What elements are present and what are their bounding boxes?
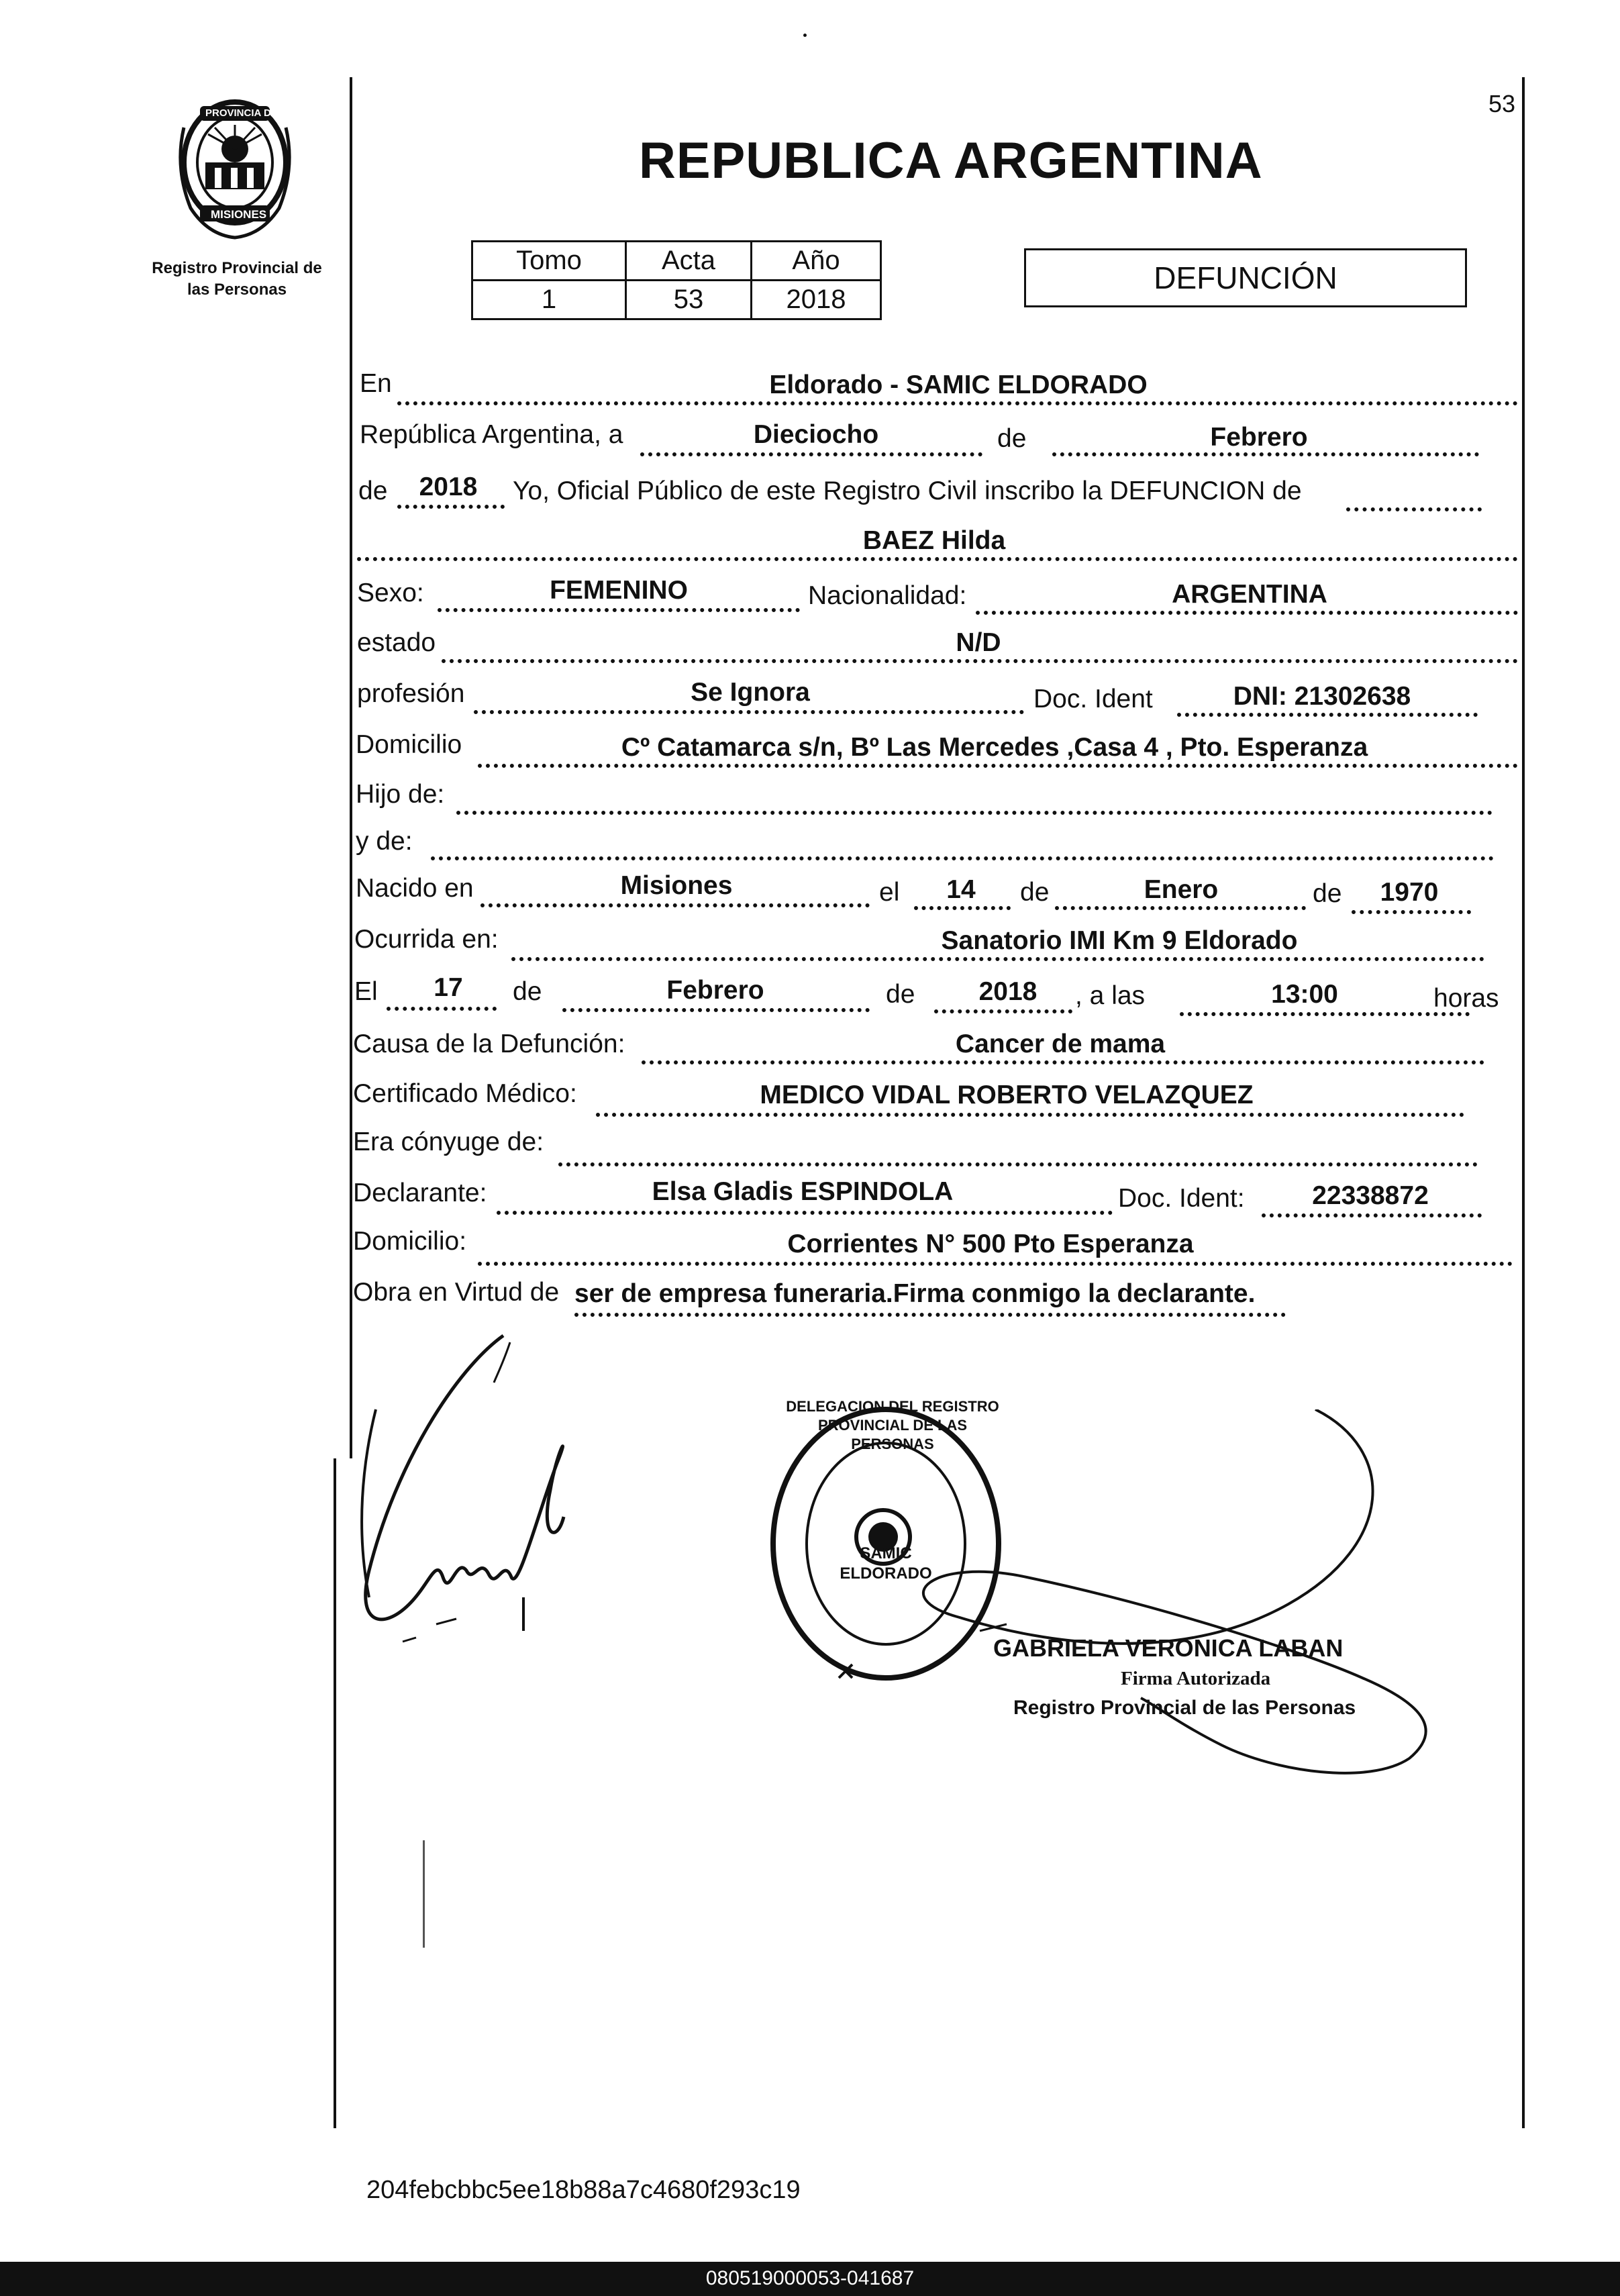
certificado-label: Certificado Médico: bbox=[353, 1079, 577, 1108]
domicilio-line bbox=[478, 764, 1518, 768]
birth-year-line bbox=[1352, 910, 1471, 914]
en-label: En bbox=[360, 369, 392, 398]
official-registry: Registro Provincial de las Personas bbox=[1013, 1697, 1356, 1719]
death-year-value: 2018 bbox=[978, 977, 1037, 1006]
el-label: el bbox=[879, 878, 900, 907]
seal-bottom-text: MISIONES bbox=[211, 208, 267, 221]
profesion-value: Se Ignora bbox=[691, 678, 810, 707]
nacido-en-value: Misiones bbox=[620, 871, 733, 900]
stamp-ring-text: DELEGACION DEL REGISTRO PROVINCIAL DE LAS PERSONAS bbox=[786, 1398, 999, 1452]
acta-label: Acta bbox=[626, 242, 752, 281]
place-value: Eldorado - SAMIC ELDORADO bbox=[769, 370, 1148, 399]
nacido-en-label: Nacido en bbox=[356, 874, 474, 903]
republica-label: República Argentina, a bbox=[360, 420, 623, 449]
anio-label: Año bbox=[752, 242, 881, 281]
causa-label: Causa de la Defunción: bbox=[353, 1030, 625, 1058]
death-month-line bbox=[562, 1008, 870, 1012]
doc-ident-line bbox=[1177, 713, 1478, 717]
anio-value: 2018 bbox=[752, 281, 881, 319]
profesion-line bbox=[474, 710, 1024, 714]
birth-year-value: 1970 bbox=[1380, 878, 1439, 907]
year-value: 2018 bbox=[419, 472, 478, 501]
domicilio-label: Domicilio bbox=[356, 730, 462, 759]
month-line bbox=[1052, 452, 1479, 456]
place-line bbox=[397, 401, 1518, 405]
doc-ident2-line bbox=[1262, 1213, 1482, 1217]
death-year-line bbox=[934, 1009, 1072, 1013]
conyuge-label: Era cónyuge de: bbox=[353, 1128, 544, 1156]
sexo-label: Sexo: bbox=[357, 579, 424, 607]
death-day-line bbox=[387, 1007, 497, 1011]
estado-line bbox=[442, 659, 1518, 663]
death-month-value: Febrero bbox=[666, 976, 764, 1005]
conyuge-line bbox=[558, 1162, 1478, 1166]
official-signature bbox=[805, 1409, 1490, 1785]
certificado-line bbox=[596, 1113, 1464, 1117]
hijo-de-label: Hijo de: bbox=[356, 780, 445, 809]
page-title: REPUBLICA ARGENTINA bbox=[639, 132, 1263, 189]
nacionalidad-line bbox=[976, 611, 1518, 615]
death-time-line bbox=[1180, 1012, 1470, 1016]
de-label-4: de bbox=[1313, 879, 1342, 908]
domicilio2-line bbox=[478, 1262, 1513, 1266]
nacionalidad-label: Nacionalidad: bbox=[808, 581, 967, 610]
birth-month-value: Enero bbox=[1144, 875, 1219, 904]
profesion-label: profesión bbox=[357, 679, 465, 708]
hash-code: 204febcbbc5ee18b88a7c4680f293c19 bbox=[366, 2176, 801, 2204]
tomo-value: 1 bbox=[472, 281, 626, 319]
de-label-6: de bbox=[886, 980, 915, 1009]
domicilio2-label: Domicilio: bbox=[353, 1227, 467, 1256]
registry-name bbox=[121, 258, 353, 301]
birth-month-line bbox=[1055, 906, 1306, 910]
right-margin-line bbox=[1522, 77, 1525, 2128]
day-line bbox=[640, 452, 982, 456]
doc-ident-value: DNI: 21302638 bbox=[1233, 682, 1411, 711]
estado-label: estado bbox=[357, 628, 436, 657]
document-kind: DEFUNCIÓN bbox=[1154, 260, 1337, 295]
death-day-value: 17 bbox=[434, 973, 463, 1002]
deceased-line bbox=[357, 557, 1518, 561]
registry-name-line1: Registro Provincial de bbox=[152, 259, 322, 277]
nacido-en-line bbox=[480, 903, 870, 907]
birth-day-line bbox=[914, 906, 1011, 910]
birth-day-value: 14 bbox=[946, 875, 976, 904]
tomo-label: Tomo bbox=[472, 242, 626, 281]
acta-value: 53 bbox=[626, 281, 752, 319]
ocurrida-en-label: Ocurrida en: bbox=[354, 925, 499, 954]
stamp-center-text: SAMIC ELDORADO bbox=[840, 1544, 932, 1583]
certificado-value: MEDICO VIDAL ROBERTO VELAZQUEZ bbox=[760, 1081, 1254, 1109]
sexo-value: FEMENINO bbox=[550, 576, 688, 605]
horas-label: horas bbox=[1433, 984, 1499, 1013]
doc-ident2-value: 22338872 bbox=[1312, 1181, 1429, 1210]
a-las-label: , a las bbox=[1075, 981, 1146, 1010]
declarante-line bbox=[497, 1211, 1113, 1215]
de-label-5: de bbox=[513, 977, 542, 1006]
declarante-label: Declarante: bbox=[353, 1179, 487, 1207]
registry-name-line2: las Personas bbox=[187, 281, 287, 299]
footer-id: 080519000053-041687 bbox=[705, 2267, 915, 2289]
seal-top-text: PROVINCIA DE bbox=[205, 107, 278, 119]
official-role: Firma Autorizada bbox=[1121, 1668, 1271, 1689]
month-value: Febrero bbox=[1210, 423, 1308, 452]
official-name: GABRIELA VERONICA LABAN bbox=[993, 1634, 1344, 1662]
domicilio2-value: Corrientes N° 500 Pto Esperanza bbox=[787, 1230, 1194, 1258]
top-center-mark bbox=[803, 34, 807, 37]
year-line bbox=[397, 505, 505, 509]
el-cap-label: El bbox=[354, 977, 378, 1006]
deceased-name-value: BAEZ Hilda bbox=[862, 526, 1006, 555]
statement-line bbox=[1346, 507, 1482, 511]
obra-value: ser de empresa funeraria.Firma conmigo la declarante. bbox=[574, 1279, 1256, 1308]
scan-mark bbox=[423, 1840, 425, 1948]
doc-ident2-label: Doc. Ident: bbox=[1118, 1184, 1245, 1213]
ocurrida-en-value: Sanatorio IMI Km 9 Eldorado bbox=[941, 926, 1298, 955]
page-number: 53 bbox=[1488, 90, 1516, 117]
statement-text: Yo, Oficial Público de este Registro Civil inscribo la DEFUNCION de bbox=[513, 477, 1302, 505]
obra-label: Obra en Virtud de bbox=[353, 1278, 560, 1307]
de-label-2: de bbox=[358, 477, 388, 505]
nacionalidad-value: ARGENTINA bbox=[1172, 580, 1327, 609]
reference-table bbox=[471, 240, 882, 320]
obra-line bbox=[574, 1313, 1286, 1317]
de-label-1: de bbox=[997, 424, 1027, 453]
doc-ident-label: Doc. Ident bbox=[1033, 685, 1153, 713]
y-de-line bbox=[431, 856, 1494, 860]
declarante-value: Elsa Gladis ESPINDOLA bbox=[652, 1177, 954, 1206]
sexo-line bbox=[438, 608, 800, 612]
hijo-de-line bbox=[456, 811, 1492, 815]
causa-line bbox=[642, 1060, 1484, 1064]
causa-value: Cancer de mama bbox=[955, 1030, 1166, 1058]
day-words-value: Dieciocho bbox=[753, 420, 879, 449]
domicilio-value: Cº Catamarca s/n, Bº Las Mercedes ,Casa 4 , Pto. Esperanza bbox=[621, 733, 1368, 762]
y-de-label: y de: bbox=[356, 827, 413, 856]
declarant-signature bbox=[336, 1315, 644, 1678]
document-kind-box bbox=[1024, 248, 1467, 307]
de-label-3: de bbox=[1020, 878, 1050, 907]
estado-value: N/D bbox=[956, 628, 1001, 657]
death-time-value: 13:00 bbox=[1271, 980, 1338, 1009]
ocurrida-en-line bbox=[511, 957, 1484, 961]
